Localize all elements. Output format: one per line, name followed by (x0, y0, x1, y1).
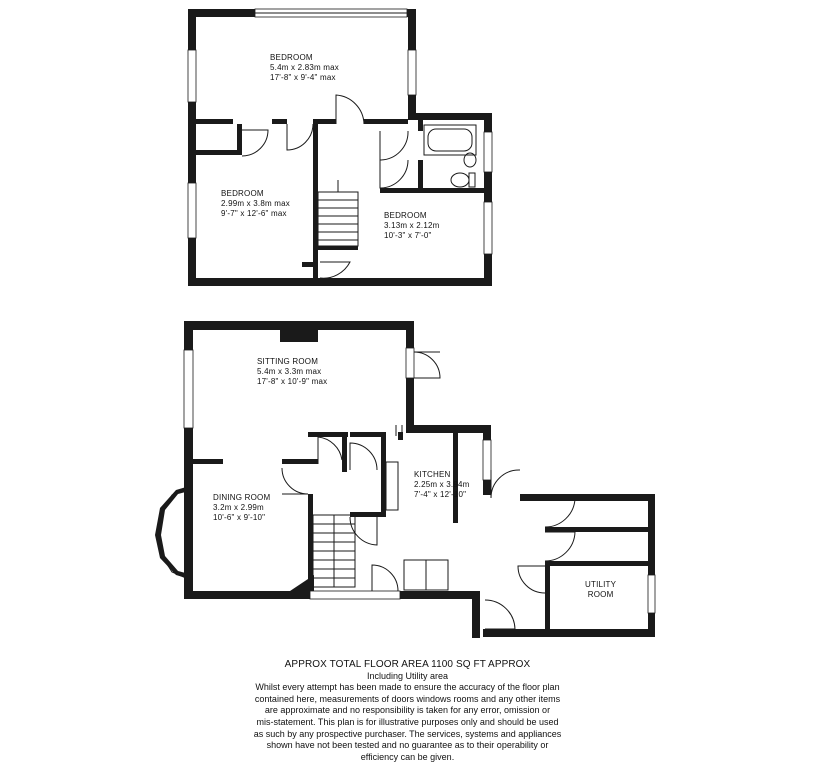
window-bath-right (484, 132, 492, 172)
utility-wall-left (472, 591, 480, 638)
room-label-sitting-room (257, 357, 327, 387)
room-name: SITTING ROOM (257, 357, 319, 366)
wall-cupboard (237, 124, 242, 155)
kitchen-wall-top (406, 425, 489, 433)
window-bed3-right (484, 202, 492, 254)
room-imperial: 17'-8" x 9'-4" max (270, 73, 336, 82)
room-imperial: 10'-6" x 9'-10" (213, 513, 266, 522)
room-label-utility-room (585, 580, 616, 600)
window-utility-right (648, 575, 655, 613)
disclaimer-line: are approximate and no responsibility is taken for any error, omission or (264, 705, 551, 716)
store-wall-1 (545, 527, 648, 532)
door-bed1 (336, 95, 364, 124)
floor-area-note (215, 659, 600, 763)
door-dining (282, 468, 308, 494)
room-metric: 2.25m x 3.94m (414, 480, 470, 489)
wall-sitting-dining-a (193, 459, 223, 464)
room-name: BEDROOM (270, 53, 313, 62)
wall-landing-a (313, 119, 336, 124)
ground-floor (155, 321, 655, 638)
window-bed1-right (408, 50, 416, 95)
door-french-1 (414, 352, 440, 378)
wall-landing-b (364, 119, 408, 124)
room-imperial: 17'-8" x 10'-9" max (257, 377, 328, 386)
lower-wall-top (184, 321, 414, 330)
wall-kitchen-left (381, 432, 386, 512)
room-name: KITCHEN (414, 470, 451, 479)
wall-stair-left (313, 124, 318, 279)
door-cupboard-hall (350, 443, 377, 470)
first-floor (188, 9, 492, 286)
utility-wall-bottom (483, 629, 655, 637)
disclaimer-line: efficiency can be given. (360, 751, 455, 762)
room-name-2: ROOM (587, 590, 614, 599)
door-bed3 (380, 160, 408, 188)
wall-bath-left (418, 160, 423, 193)
including-note: Including Utility area (366, 670, 449, 681)
lower-wall-bottom-left (184, 591, 314, 599)
wall-stair-end (318, 246, 358, 250)
window-bed2-left (188, 183, 196, 238)
wall-bed1-bed2-a (196, 119, 233, 124)
upper-wall-bottom (188, 278, 492, 286)
disclaimer-line: shown have not been tested and no guarantee as to their operability or (266, 740, 549, 751)
disclaimer-line: mis-statement. This plan is for illustrative purposes only and should be used (256, 716, 559, 727)
window-kitchen-right (483, 440, 491, 480)
wall-bed2-cupboard (196, 150, 242, 155)
total-floor-area: APPROX TOTAL FLOOR AREA 1100 SQ FT APPROX (284, 659, 531, 670)
wall-stub (302, 262, 313, 267)
room-name: BEDROOM (221, 189, 264, 198)
door-cupboard (242, 130, 268, 156)
room-metric: 3.2m x 2.99m (213, 503, 264, 512)
room-metric: 3.13m x 2.12m (384, 221, 440, 230)
utility-wall-top (520, 494, 655, 501)
door-front (372, 565, 398, 591)
wall-hall-b (350, 432, 385, 437)
room-imperial: 10'-3" x 7'-0" (384, 231, 432, 240)
room-name: UTILITY (585, 580, 617, 589)
door-bath (380, 131, 408, 160)
door-landing-cupboard (320, 262, 350, 278)
utility-wall-right (648, 494, 655, 637)
door-bed2 (287, 124, 313, 150)
disclaimer-line: contained here, measurements of doors windows rooms and any other items (254, 693, 561, 704)
corner-fill (290, 575, 314, 591)
french-door-sitting (406, 348, 414, 378)
wall-sitting-dining-b (282, 459, 318, 464)
room-metric: 5.4m x 2.83m max (270, 63, 340, 72)
disclaimer-line: as such by any prospective purchaser. The services, systems and appliances (253, 728, 562, 739)
kitchen-worktop (386, 462, 398, 510)
disclaimer-line: Whilst every attempt has been made to ensure the accuracy of the floor plan (255, 682, 560, 693)
wall-bed1-bed2-b (272, 119, 287, 124)
door-store-1 (545, 499, 575, 527)
room-label-bedroom-2 (221, 189, 290, 219)
room-label-bedroom-3 (384, 211, 440, 241)
room-imperial: 7'-4" x 12'-10" (414, 490, 467, 499)
wall-bed3-top (380, 188, 484, 193)
wall-hall-a (342, 432, 347, 472)
door-utility (518, 566, 545, 593)
wall-bath-left-top (418, 119, 423, 131)
window-bed1-left (188, 50, 196, 102)
door-store-2 (545, 532, 575, 561)
room-name: BEDROOM (384, 211, 427, 220)
room-label-dining-room (213, 493, 270, 523)
toilet (451, 173, 469, 187)
room-metric: 2.99m x 3.8m max (221, 199, 291, 208)
bathroom-wall-top (408, 113, 491, 120)
room-label-kitchen (414, 470, 470, 500)
store-wall-2 (545, 561, 648, 566)
door-kitchen-back (491, 470, 520, 498)
door-hall-kitchen (350, 517, 377, 545)
lower-stairs (313, 515, 355, 587)
room-label-bedroom-1 (270, 53, 339, 83)
lower-wall-bottom-mid (400, 591, 480, 599)
front-door-area (310, 591, 400, 599)
door-hall-sitting (318, 437, 342, 464)
room-name: DINING ROOM (213, 493, 271, 502)
upper-stairs (318, 180, 358, 246)
door-outside (485, 600, 515, 629)
room-imperial: 9'-7" x 12'-6" max (221, 209, 287, 218)
utility-room-wall (545, 561, 550, 637)
window-sitting-left (184, 350, 193, 428)
chimney-breast (280, 330, 318, 342)
room-metric: 5.4m x 3.3m max (257, 367, 322, 376)
